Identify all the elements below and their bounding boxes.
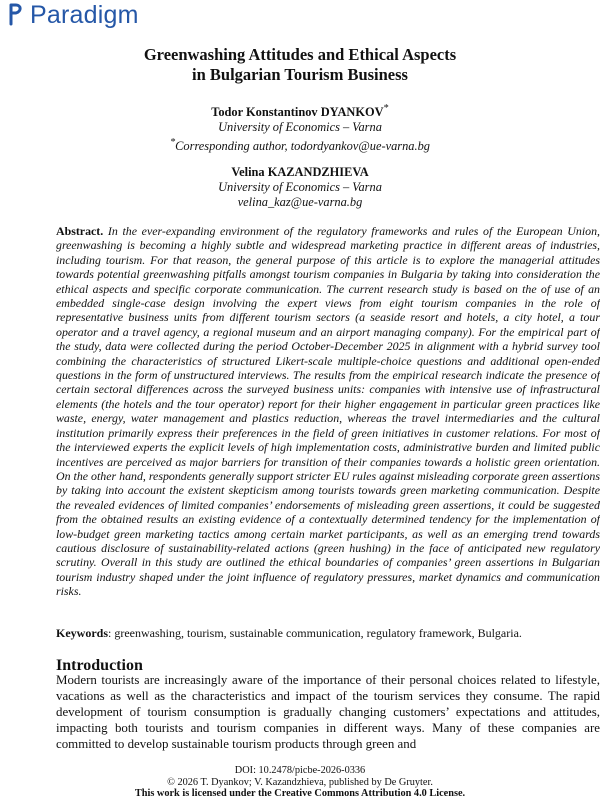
author-block-2 <box>0 165 600 210</box>
note-marker: * <box>169 137 176 149</box>
paradigm-logo-icon <box>6 2 24 28</box>
doi: DOI: 10.2478/picbe-2026-0336 <box>234 765 366 776</box>
author-block-1 <box>0 101 600 154</box>
keywords-label: Keywords <box>56 626 108 640</box>
page-footer <box>0 765 600 800</box>
abstract <box>56 224 600 599</box>
keywords-text: : greenwashing, tourism, sustainable communication, regulatory framework, Bulgaria. <box>108 626 522 640</box>
title-line-1: Greenwashing Attitudes and Ethical Aspects <box>143 45 457 64</box>
paper-title <box>0 45 600 85</box>
abstract-label: Abstract. <box>56 224 104 238</box>
keywords <box>56 626 600 641</box>
author-affiliation: University of Economics – Varna <box>218 120 382 135</box>
title-line-2: in Bulgarian Tourism Business <box>192 65 408 84</box>
author-name: Todor Konstantinov DYANKOV <box>211 105 384 120</box>
corresponding-author-note: Corresponding author, todordyankov@ue-varna.bg <box>175 139 430 154</box>
section-heading-introduction: Introduction <box>56 657 143 674</box>
author-name: Velina KAZANDZHIEVA <box>231 165 369 179</box>
license-text: This work is licensed under the Creative Commons Attribution 4.0 License. <box>134 788 466 799</box>
author-marker: * <box>383 103 389 114</box>
copyright: © 2026 T. Dyankov; V. Kazandzhieva, published by De Gruyter. <box>167 776 433 788</box>
publisher-logo <box>6 0 139 30</box>
introduction-paragraph: Modern tourists are increasingly aware of the importance of their personal choices related to lifestyle, vacations as well as the characteristics and impact of the tourism services they consume. The rapid development of tourism consumption is gradually changing customers’ expectations and attitudes, impacting both tourists and tourism companies in different ways. Many of these companies are committed to develop sustainable tourism products through green and <box>56 673 600 751</box>
author-affiliation: University of Economics – Varna <box>218 180 382 194</box>
author-email: velina_kaz@ue-varna.bg <box>237 195 363 209</box>
abstract-text: In the ever-expanding environment of the regulatory frameworks and rules of the European Union, greenwashing is becoming a highly subtle and widespread marketing practice in different areas of industries, including tourism. For that reason, the general purpose of this article is to explore the managerial attitudes towards potential greenwashing pitfalls amongst tourism companies in Bulgaria by taking into consideration the ethical aspects and specific corporate communication. The current research study is based on the of use of an embedded single-case design involving the expert views from eight tourism companies in the role of representative business units from different tourism sectors (a seaside resort and hotels, a city hotel, a tour operator and a travel agency, a regional museum and an airport managing company). For the empirical part of the study, data were collected during the period October-December 2025 in alignment with a hybrid survey tool combining the characteristics of structured Likert-scale multiple-choice questions and additional open-ended questions in the form of unstructured interviews. The results from the empirical research indicate the presence of certain sectoral differences across the surveyed business units: companies with intensive use of infrastructural elements (the hotels and the tour operator) report for their higher engagement in particular green practices like waste, energy, water management and plastics reduction, whereas the travel intermediaries and the cultural institution primarily express their preferences in the field of green initiatives in customer relations. For most of the interviewed experts the explicit levels of high implementation costs, administrative burden and limited public incentives are perceived as major barriers for transition of their companies towards a holistic green orientation. On the other hand, respondents generally support stricter EU rules against misleading corporate green assertions by taking into account the existent skepticism among tourists towards green marketing communication. Despite the revealed evidences of limited companies’ endorsements of misleading green assertions, it could be suggested from the obtained results an existing evidence of a contextually determined tendency for the implementation of low-budget green marketing tactics among certain market participants, as well as an emerging trend towards cautious disclosure of sustainability-related actions (green hushing) in the face of anticipated new regulatory scrutiny. Overall in this study are outlined the ethical boundaries of companies’ green assertions in Bulgarian tourism industry shaped under the joint influence of regulatory pressures, market dynamics and communication risks. <box>56 224 600 599</box>
logo-text: Paradigm <box>30 0 139 29</box>
